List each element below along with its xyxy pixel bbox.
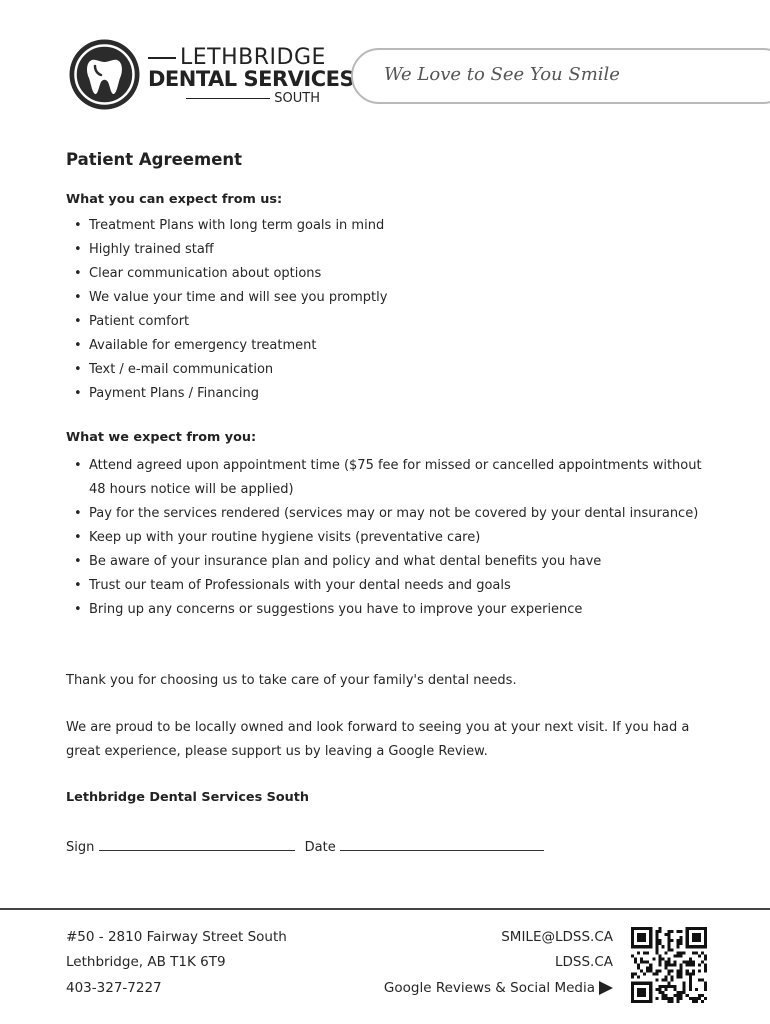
logo-subtitle-line: DENTAL SERVICES <box>148 67 355 91</box>
list-item: • Available for emergency treatment <box>66 334 716 358</box>
phone-number[interactable]: 403-327-7227 <box>66 980 162 996</box>
reviews-label: Google Reviews & Social Media <box>383 980 595 996</box>
expect-from-you-list <box>66 454 716 622</box>
address-line-1: #50 - 2810 Fairway Street South <box>66 929 287 945</box>
list-item: • Treatment Plans with long term goals in mind <box>66 214 716 238</box>
list-item: • Bring up any concerns or suggestions you have to improve your experience <box>66 598 716 622</box>
list-item: • Highly trained staff <box>66 238 716 262</box>
slogan-text: We Love to See You Smile <box>384 64 620 85</box>
list-item: • Patient comfort <box>66 310 716 334</box>
logo-location-line: SOUTH <box>148 91 320 106</box>
date-line[interactable] <box>340 838 544 851</box>
expect-from-us-list <box>66 214 716 406</box>
signature-name: Lethbridge Dental Services South <box>66 790 309 805</box>
website-link[interactable]: LDSS.CA <box>554 954 613 970</box>
list-item: • Payment Plans / Financing <box>66 382 716 406</box>
sign-label: Sign <box>66 840 95 855</box>
practice-logo <box>68 37 355 113</box>
qr-code-icon[interactable] <box>631 927 707 1003</box>
thanks-paragraph: Thank you for choosing us to take care of your family's dental needs. <box>66 673 517 688</box>
address-line-2: Lethbridge, AB T1K 6T9 <box>66 954 226 970</box>
list-item: • Trust our team of Professionals with your dental needs and goals <box>66 574 716 598</box>
date-label: Date <box>304 840 336 855</box>
expect-from-you-heading: What we expect from you: <box>66 430 257 445</box>
logo-title-line: LETHBRIDGE <box>148 45 326 70</box>
tooth-emblem-icon <box>68 38 141 111</box>
signature-row <box>66 838 544 855</box>
page-title: Patient Agreement <box>66 150 243 169</box>
sign-line[interactable] <box>99 838 295 851</box>
list-item: • Keep up with your routine hygiene visits (preventative care) <box>66 526 716 550</box>
list-item: • Pay for the services rendered (services may or may not be covered by your dental insurance) <box>66 502 716 526</box>
list-item: • We value your time and will see you promptly <box>66 286 716 310</box>
list-item: • Be aware of your insurance plan and policy and what dental benefits you have <box>66 550 716 574</box>
email-link[interactable]: SMILE@LDSS.CA <box>501 929 613 945</box>
arrow-right-icon <box>599 981 613 995</box>
review-paragraph: We are proud to be locally owned and look forward to seeing you at your next visit. If you had a great experience, please support us by leaving a Google Review. <box>66 720 690 759</box>
footer-divider <box>0 908 770 910</box>
list-item: • Attend agreed upon appointment time ($75 fee for missed or cancelled appointments without 48 hours notice will be applied) <box>66 454 716 502</box>
list-item: • Clear communication about options <box>66 262 716 286</box>
expect-from-us-heading: What you can expect from us: <box>66 192 283 207</box>
reviews-link[interactable] <box>384 980 613 996</box>
list-item: • Text / e-mail communication <box>66 358 716 382</box>
